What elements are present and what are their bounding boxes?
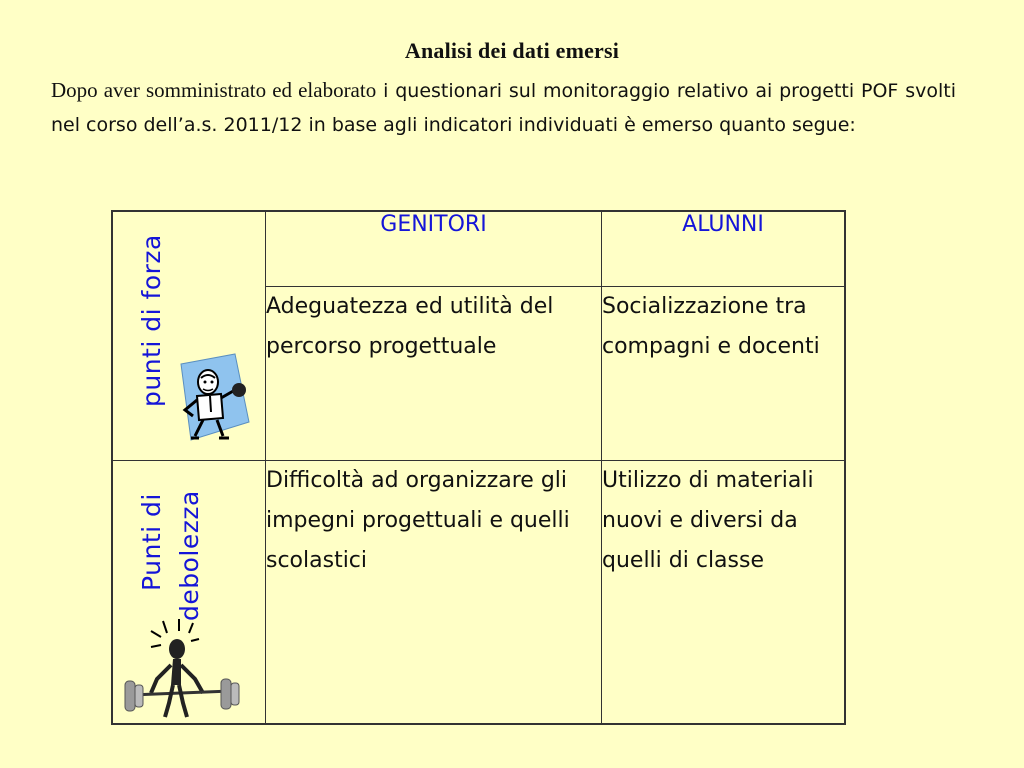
strengths-genitori-cell: Adeguatezza ed utilità del percorso progettuale xyxy=(266,286,602,461)
strengths-alunni-cell: Socializzazione tra compagni e docenti xyxy=(602,286,846,461)
weaknesses-label-line1: Punti di xyxy=(137,493,166,591)
header-row xyxy=(112,211,845,286)
weaknesses-side-cell xyxy=(112,461,266,725)
intro-body-text: i questionari sul monitoraggio relativo ai progetti POF svolti nel corso dell’a.s. 2011/12 in base agli indicatori individuati è emerso quanto segue: xyxy=(51,80,956,136)
weightlifter-struggling-clipart-icon xyxy=(121,613,251,723)
header-alunni: ALUNNI xyxy=(602,211,846,286)
weaknesses-alunni-cell: Utilizzo di materiali nuovi e diversi da quelli di classe xyxy=(602,461,846,725)
analysis-table xyxy=(111,210,846,725)
weaknesses-row xyxy=(112,461,845,725)
weaknesses-genitori-cell: Difficoltà ad organizzare gli impegni progettuali e quelli scolastici xyxy=(266,461,602,725)
strengths-label: punti di forza xyxy=(137,234,166,407)
strengths-side-cell xyxy=(112,211,266,461)
intro-paragraph xyxy=(51,73,956,142)
header-genitori: GENITORI xyxy=(266,211,602,286)
page-title: Analisi dei dati emersi xyxy=(404,38,620,63)
intro-serif-text: Dopo aver somministrato ed elaborato xyxy=(51,78,377,102)
strongman-clipart-icon xyxy=(173,352,253,447)
weaknesses-label-line2: debolezza xyxy=(175,490,204,621)
